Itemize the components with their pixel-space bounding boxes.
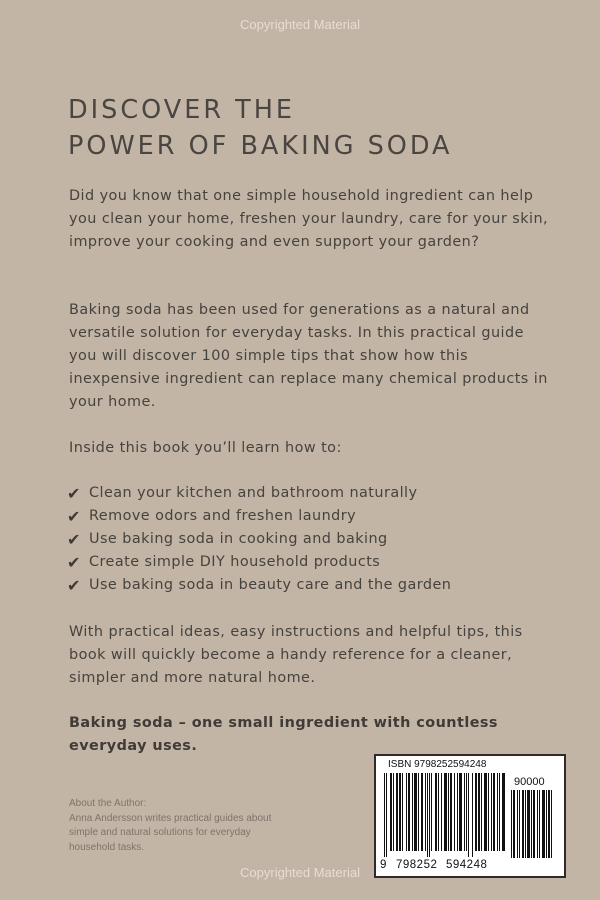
barcode-bar: [441, 773, 442, 851]
barcode-bar: [546, 790, 547, 858]
barcode-bar: [435, 773, 437, 851]
barcode-bar: [468, 773, 469, 857]
about-line-2: simple and natural solutions for everyday: [69, 827, 251, 838]
barcode-bar: [493, 773, 495, 851]
barcode-digits-right: 594248: [446, 859, 488, 871]
barcode-bar: [511, 790, 512, 858]
barcode-bar: [478, 773, 480, 851]
barcode-bar: [399, 773, 401, 851]
inside-paragraph: Inside this book you’ll learn how to:: [69, 440, 342, 456]
watermark-bottom: Copyrighted Material: [240, 865, 360, 880]
tagline-paragraph: Baking soda – one small ingredient with countless everyday uses.: [69, 715, 498, 754]
barcode-bar: [386, 773, 387, 857]
barcode-bar: [519, 790, 520, 858]
barcode-bar: [548, 790, 550, 858]
barcode-bar: [542, 790, 545, 858]
barcode-bar: [431, 773, 432, 851]
barcode-bar: [454, 773, 455, 851]
check-icon: ✔: [67, 507, 81, 526]
title-line-2: POWER OF BAKING SODA: [68, 131, 453, 161]
watermark-top: Copyrighted Material: [240, 17, 360, 32]
barcode-bar: [421, 773, 423, 851]
check-icon: ✔: [67, 484, 81, 503]
barcode-bar: [425, 773, 426, 851]
barcode-bar: [396, 773, 398, 851]
barcode-bar: [406, 773, 407, 851]
barcode-bar: [414, 773, 417, 851]
title-line-1: DISCOVER THE: [68, 95, 296, 125]
barcode-bar: [466, 773, 467, 851]
barcode-bar: [384, 773, 385, 857]
barcode-bar: [537, 790, 538, 858]
price-code: 90000: [514, 776, 545, 788]
intro-paragraph: Did you know that one simple household ingredient can help you clean your home, freshen your laundry, care for your skin, improve your cooking and even support your garden?: [69, 188, 549, 250]
barcode-bar: [444, 773, 447, 851]
barcode-bar: [429, 773, 430, 857]
practical-paragraph: With practical ideas, easy instructions and helpful tips, this book will quickly become a handy reference for a cleaner, simpler and more natural home.: [69, 624, 523, 686]
barcode-bar: [412, 773, 413, 851]
barcode-bar: [459, 773, 462, 851]
barcode-bar: [533, 790, 535, 858]
check-icon: ✔: [67, 553, 81, 572]
checklist-item: ✔ Use baking soda in beauty care and the garden: [67, 576, 452, 595]
barcode-bar: [527, 790, 530, 858]
barcode-bar: [484, 773, 487, 851]
barcode-bar: [418, 773, 419, 851]
barcode-bar: [402, 773, 403, 851]
checklist-item: ✔ Clean your kitchen and bathroom naturally: [67, 484, 418, 503]
barcode-bar: [408, 773, 410, 851]
about-heading: About the Author:: [69, 798, 147, 809]
barcode-bar: [497, 773, 498, 851]
barcode-bar: [502, 773, 505, 851]
about-line-3: household tasks.: [69, 841, 145, 853]
check-icon: ✔: [67, 530, 81, 549]
isbn-barcode: [374, 754, 566, 878]
barcode-bar: [427, 773, 428, 857]
barcode-bar: [517, 790, 518, 858]
history-paragraph: Baking soda has been used for generations as a natural and versatile solution for everyday tasks. In this practical guide you will discover 100 simple tips that show how this inexpensive ingredient can replace many chemical products in your home.: [69, 302, 548, 410]
barcode-bar: [499, 773, 500, 851]
barcode-bar: [513, 790, 515, 858]
isbn-label: ISBN 9798252594248: [388, 759, 487, 770]
barcode-bar: [448, 773, 449, 851]
about-author: [69, 797, 309, 855]
checklist-item: ✔ Create simple DIY household products: [67, 553, 381, 572]
barcode-bar: [488, 773, 489, 851]
barcode-bar: [522, 790, 524, 858]
barcode-bar: [491, 773, 492, 851]
barcode-bar: [481, 773, 482, 851]
barcode-bar: [472, 773, 473, 857]
barcode-bar: [525, 790, 526, 858]
barcode-bar: [475, 773, 477, 851]
barcode-bar: [450, 773, 452, 851]
barcode-digit-first: 9: [380, 859, 387, 871]
about-line-1: Anna Andersson writes practical guides about: [69, 812, 272, 824]
addon-barcode-bars: [511, 790, 561, 860]
barcode-bar: [464, 773, 465, 851]
barcode-bar: [539, 790, 540, 858]
check-icon: ✔: [67, 576, 81, 595]
barcode-bar: [551, 790, 552, 858]
checklist-item: ✔ Remove odors and freshen laundry: [67, 507, 357, 526]
barcode-bar: [457, 773, 458, 851]
checklist-item: ✔ Use baking soda in cooking and baking: [67, 530, 388, 549]
barcode-bar: [390, 773, 392, 851]
barcode-bar: [531, 790, 532, 858]
barcode-bar: [393, 773, 394, 851]
barcode-digits-left: 798252: [396, 859, 438, 871]
benefits-checklist: [67, 482, 451, 597]
barcode-bar: [438, 773, 439, 851]
barcode-bars: [384, 773, 506, 859]
back-cover-title: [68, 92, 452, 164]
